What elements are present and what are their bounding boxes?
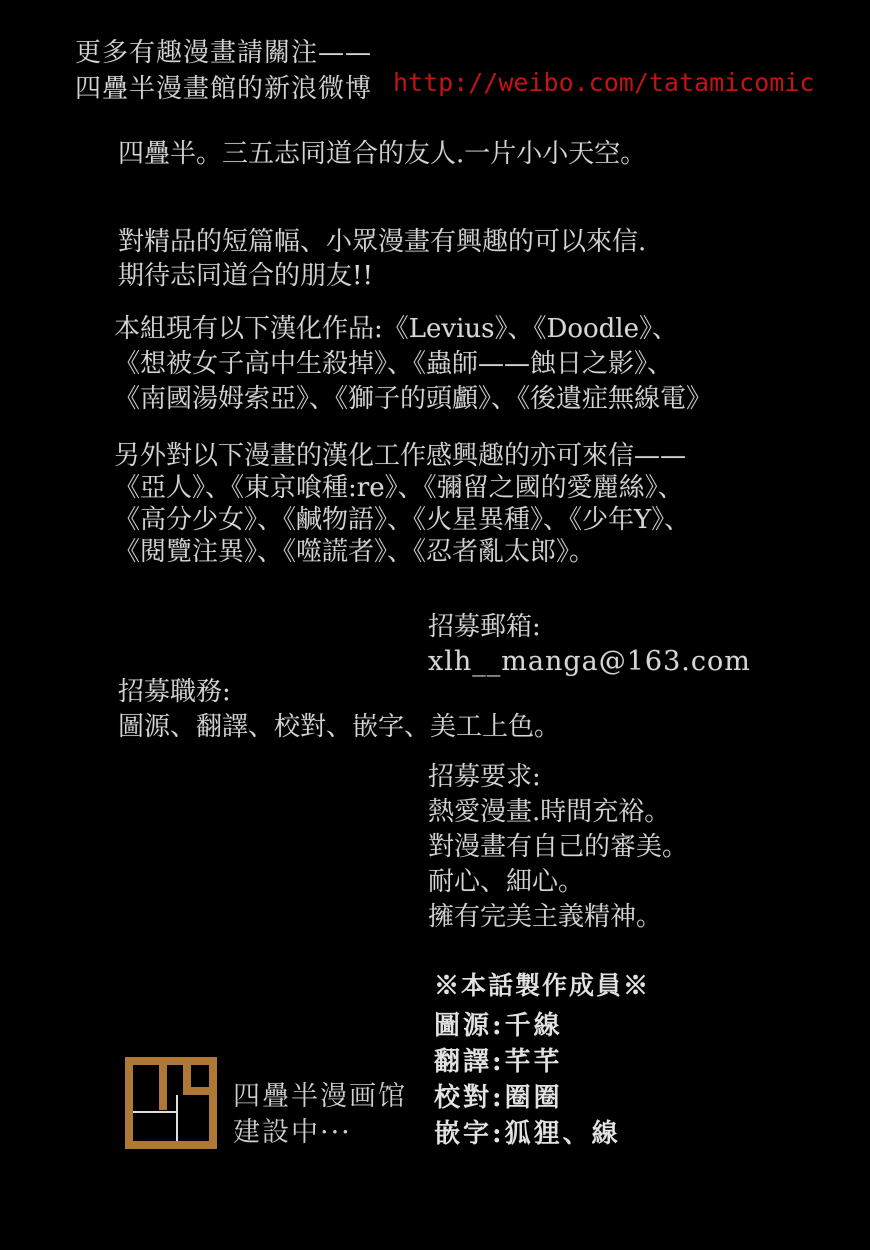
- weibo-url-link[interactable]: http://weibo.com/tatamicomic: [393, 68, 815, 97]
- footer-status: 建設中···: [233, 1117, 352, 1148]
- current-works-line2: 《想被女子高中生殺掉》、《蟲師——蝕日之影》、: [114, 349, 674, 379]
- staff-credit-proofreading: 校對:圈圈: [434, 1083, 563, 1113]
- recruit-requirement-1: 熱愛漫畫.時間充裕。: [428, 797, 671, 827]
- interested-works-paragraph: [114, 443, 690, 571]
- staff-credit-translation: 翻譯:芊芊: [434, 1047, 563, 1077]
- recruit-email-block: [428, 614, 751, 675]
- logo-white-line-horizontal: [133, 1111, 177, 1113]
- invite-line2: 期待志同道合的朋友!!: [118, 261, 373, 291]
- interested-works-line2: 《亞人》、《東京喰種:re》、《彌留之國的愛麗絲》、: [114, 473, 684, 503]
- invite-line1: 對精品的短篇幅、小眾漫畫有興趣的可以來信.: [118, 227, 647, 257]
- staff-credit-typesetting: 嵌字:狐狸、線: [434, 1119, 621, 1149]
- staff-credit-scan: 圖源:千線: [434, 1011, 563, 1041]
- group-tagline: 四疊半。三五志同道合的友人.一片小小天空。: [118, 139, 647, 169]
- recruit-email-address[interactable]: xlh__manga@163.com: [428, 646, 751, 677]
- current-works-paragraph: [114, 316, 712, 421]
- recruit-requirement-4: 擁有完美主義精神。: [428, 902, 663, 932]
- interested-works-line4: 《閱覽注異》、《噬謊者》、《忍者亂太郎》。: [114, 537, 596, 567]
- recruit-requirements-label: 招募要求:: [428, 762, 541, 792]
- invite-paragraph: [118, 229, 646, 297]
- follow-notice-line2: 四疊半漫畫館的新浪微博: [75, 74, 373, 104]
- staff-credits-title: ※本話製作成員※: [434, 971, 651, 1000]
- tatami-logo-icon: [125, 1057, 217, 1149]
- logo-gold-bar-right: [183, 1065, 191, 1087]
- current-works-line1: 本組現有以下漢化作品:《Levius》、《Doodle》、: [114, 314, 679, 344]
- interested-works-line1: 另外對以下漫畫的漢化工作感興趣的亦可來信——: [114, 441, 687, 471]
- recruit-requirement-2: 對漫畫有自己的審美。: [428, 832, 689, 862]
- recruit-roles-label: 招募職務:: [118, 677, 231, 707]
- footer-group-name: 四疊半漫画馆: [233, 1081, 407, 1112]
- current-works-line3: 《南國湯姆索亞》、《獅子的頭顱》、《後遺症無線電》: [114, 384, 713, 414]
- recruit-requirement-3: 耐心、細心。: [428, 867, 585, 897]
- logo-gold-bar-horizontal: [183, 1087, 209, 1095]
- recruit-roles-block: [118, 679, 560, 749]
- recruit-requirements-block: [428, 764, 688, 939]
- follow-notice-line1: 更多有趣漫畫請關注——: [75, 38, 373, 68]
- staff-credits-block: [434, 966, 650, 1149]
- recruit-roles-list: 圖源、翻譯、校對、嵌字、美工上色。: [118, 712, 561, 742]
- logo-gold-bar-left: [159, 1065, 167, 1110]
- interested-works-line3: 《高分少女》、《鹹物語》、《火星異種》、《少年Y》、: [114, 505, 691, 535]
- recruit-email-label: 招募郵箱:: [428, 612, 541, 642]
- logo-white-line-vertical: [176, 1095, 178, 1141]
